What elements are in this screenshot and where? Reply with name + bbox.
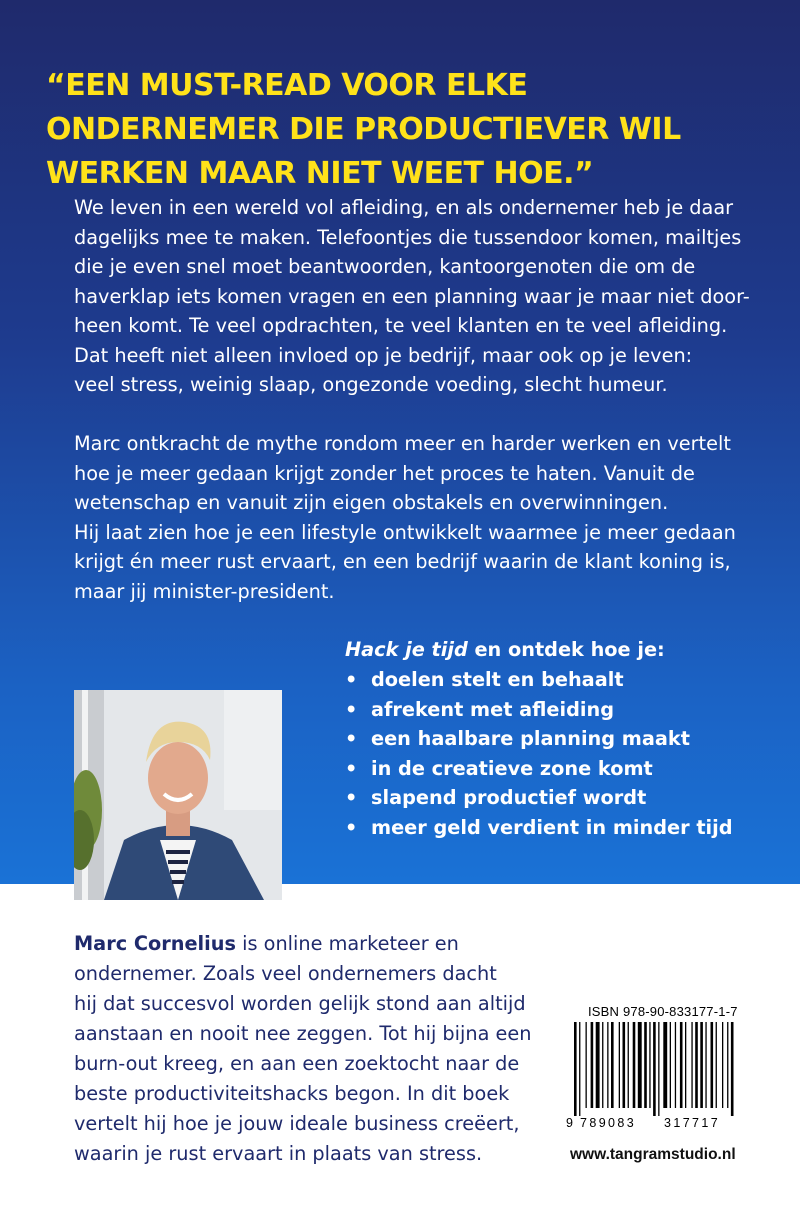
barcode-bar: [586, 1022, 587, 1108]
list-item: • meer geld verdient in minder tijd: [345, 813, 775, 843]
barcode-bar: [591, 1022, 594, 1108]
list-item: • slapend productief wordt: [345, 783, 775, 813]
text-line: Marc ontkracht de mythe rondom meer en harder werken en vertelt: [74, 432, 731, 455]
isbn-label: ISBN 978-90-833177-1-7: [588, 1004, 738, 1019]
text-line: krijgt én meer rust ervaart, en een bedrijf waarin de klant koning is,: [74, 550, 731, 573]
intro-paragraph: [74, 193, 754, 400]
list-item: • een haalbare planning maakt: [345, 724, 775, 754]
barcode-bar: [633, 1022, 636, 1108]
publisher-website: www.tangramstudio.nl: [570, 1146, 736, 1163]
barcode-bar: [722, 1022, 723, 1108]
barcode-bar: [579, 1022, 580, 1116]
barcode-bar: [663, 1022, 667, 1108]
list-item: • afrekent met afleiding: [345, 695, 775, 725]
barcode-bar: [619, 1022, 620, 1108]
list-item: • doelen stelt en behaalt: [345, 665, 775, 695]
barcode-bar: [628, 1022, 629, 1108]
bullet-icon: •: [345, 727, 358, 751]
text-line: wetenschap en vanuit zijn eigen obstakels en overwinningen.: [74, 491, 669, 514]
barcode-bar: [695, 1022, 698, 1108]
barcode-icon: [572, 1022, 748, 1116]
text-line: heen komt. Te veel opdrachten, te veel klanten en te veel afleiding.: [74, 314, 728, 337]
barcode-digits-right: 317717: [664, 1116, 721, 1130]
barcode-digit-first: 9: [566, 1116, 573, 1130]
bullet-icon: •: [345, 815, 358, 839]
text-line: hij dat succesvol worden gelijk stond aan altijd: [74, 992, 526, 1015]
barcode-bar: [596, 1022, 600, 1108]
barcode-bar: [705, 1022, 706, 1108]
text-line: haverklap iets komen vragen en een planning waar je maar niet door-: [74, 284, 750, 308]
text-line: Dat heeft niet alleen invloed op je bedrijf, maar ook op je leven:: [74, 343, 693, 367]
barcode-bar: [623, 1022, 626, 1108]
barcode-digits-left: 789083: [580, 1116, 637, 1130]
bullet-icon: •: [345, 697, 358, 721]
text-line: We leven in een wereld vol afleiding, en als ondernemer heb je daar: [74, 196, 734, 219]
barcode-bar: [680, 1022, 683, 1108]
barcode-bar: [653, 1022, 656, 1116]
barcode-bar: [670, 1022, 671, 1108]
barcode-bar: [607, 1022, 608, 1108]
text-line: maar jij minister-president.: [74, 579, 335, 603]
text-line: beste productiviteitshacks begon. In dit boek: [74, 1082, 510, 1105]
text-line: burn-out kreeg, en aan een zoektocht naar de: [74, 1052, 520, 1075]
text-line: vertelt hij hoe je jouw ideale business creëert,: [74, 1112, 520, 1135]
barcode-bar: [727, 1022, 728, 1108]
barcode-bar: [675, 1022, 676, 1108]
barcode-bar: [611, 1022, 614, 1108]
barcode-bar: [644, 1022, 647, 1108]
text-line: dagelijks mee te maken. Telefoontjes die tussendoor komen, mailtjes: [74, 225, 742, 249]
barcode-bar: [649, 1022, 650, 1108]
text-line: ondernemer. Zoals veel ondernemers dacht: [74, 962, 497, 985]
bullet-icon: •: [345, 786, 358, 810]
barcode-bar: [731, 1022, 734, 1116]
text-line: Marc Cornelius is online marketeer en: [74, 932, 459, 955]
barcode-bar: [711, 1022, 714, 1108]
barcode-bar: [685, 1022, 686, 1108]
hack-list: [345, 665, 775, 843]
author-photo: [74, 690, 282, 900]
text-line: aanstaan en nooit nee zeggen. Tot hij bijna een: [74, 1022, 532, 1045]
text-line: waarin je rust ervaart in plaats van stress.: [74, 1142, 483, 1165]
text-line: veel stress, weinig slaap, ongezonde voeding, slecht humeur.: [74, 373, 668, 396]
barcode-bar: [574, 1022, 577, 1116]
author-bio: [74, 929, 532, 1169]
author-portrait-illustration: [74, 690, 282, 900]
barcode-bar: [658, 1022, 659, 1116]
barcode-bar: [716, 1022, 717, 1108]
list-item: • in de creatieve zone komt: [345, 754, 775, 784]
book-title-italic: Hack je tijd: [345, 638, 468, 661]
bullet-icon: •: [345, 756, 358, 780]
text-line: hoe je meer gedaan krijgt zonder het proces te haten. Vanuit de: [74, 461, 695, 485]
barcode-bar: [638, 1022, 642, 1108]
text-line: die je even snel moet beantwoorden, kantoorgenoten die om de: [74, 255, 696, 278]
barcode-bar: [691, 1022, 692, 1108]
bullet-icon: •: [345, 668, 358, 691]
hack-title: [345, 635, 775, 665]
barcode-bar: [700, 1022, 703, 1108]
cover-quote: “EEN MUST-READ VOOR ELKE ONDERNEMER DIE PRODUCTIEVER WIL WERKEN MAAR NIET WEET HOE.”: [46, 68, 681, 191]
author-name: Marc Cornelius: [74, 932, 236, 955]
text-line: Hij laat zien hoe je een lifestyle ontwikkelt waarmee je meer gedaan: [74, 520, 736, 544]
hack-title-rest: en ontdek hoe je:: [467, 638, 665, 661]
second-paragraph: [74, 429, 754, 606]
hack-list-section: [345, 635, 775, 843]
barcode-bar: [602, 1022, 603, 1108]
